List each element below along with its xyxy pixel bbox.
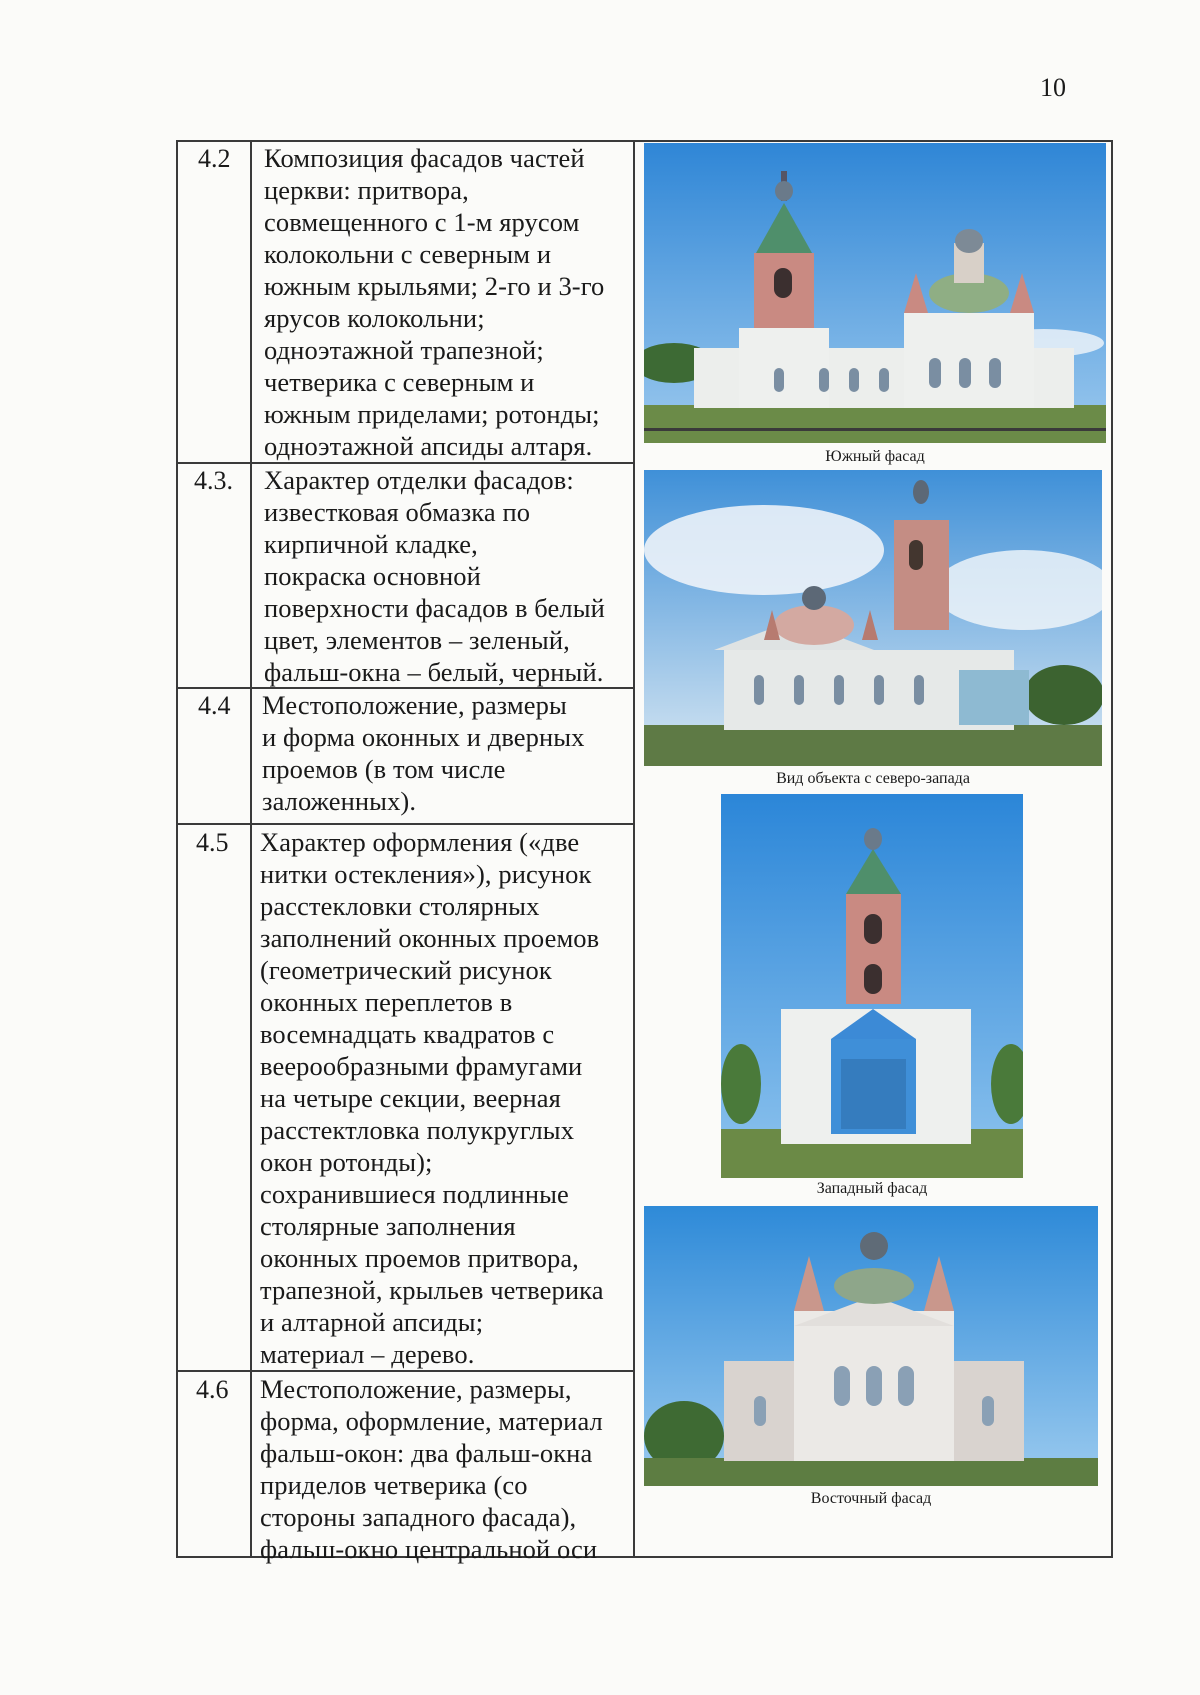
row-text: Характер отделки фасадов: известковая обмазка по кирпичной кладке, покраска основной поверхности фасадов в белый цвет, элементов – зеленый, фальш-окна – белый, черный. — [264, 465, 605, 687]
row-number: 4.6 — [196, 1375, 229, 1404]
row-text: Композиция фасадов частей церкви: притвора, совмещенного с 1-м ярусом колокольни с северным и южным крыльями; 2-го и 3-го ярусов колокольни; одноэтажной трапезной; четверика с северным и южным приделами; ротонды; одноэтажной апсиды алтаря. — [264, 143, 605, 461]
row-number: 4.5 — [196, 828, 229, 857]
photo-caption: Западный фасад — [816, 1180, 928, 1197]
row-number: 4.4 — [198, 691, 231, 720]
church-west-facade-photo — [721, 794, 1023, 1178]
photo-caption: Вид объекта с северо-запада — [776, 770, 970, 787]
page-number: 10 — [1040, 73, 1066, 102]
row-text: Местоположение, размеры и форма оконных и дверных проемов (в том числе заложенных). — [262, 690, 585, 816]
row-text: Местоположение, размеры, форма, оформление, материал фальш-окон: два фальш-окна приделов четверика (со стороны западного фасада), фальш-окно центральной оси — [260, 1374, 603, 1564]
church-east-facade-photo — [644, 1206, 1098, 1486]
church-northwest-view-photo — [644, 470, 1102, 766]
photo-caption: Южный фасад — [825, 448, 925, 465]
church-south-facade-photo — [644, 143, 1106, 443]
row-number: 4.2 — [198, 144, 231, 173]
row-number: 4.3. — [194, 466, 233, 495]
photo-caption: Восточный фасад — [810, 1490, 932, 1507]
row-text: Характер оформления («две нитки остекления»), рисунок расстекловки столярных заполнений оконных проемов (геометрический рисунок оконных переплетов в восемнадцать квадратов с веерообразными фрамугами на четыре секции, веерная расстектловка полукруглых окон ротонды); сохранившиеся подлинные столярные заполнения оконных проемов притвора, трапезной, крыльев четверика и алтарной апсиды; материал – дерево. — [260, 827, 604, 1369]
